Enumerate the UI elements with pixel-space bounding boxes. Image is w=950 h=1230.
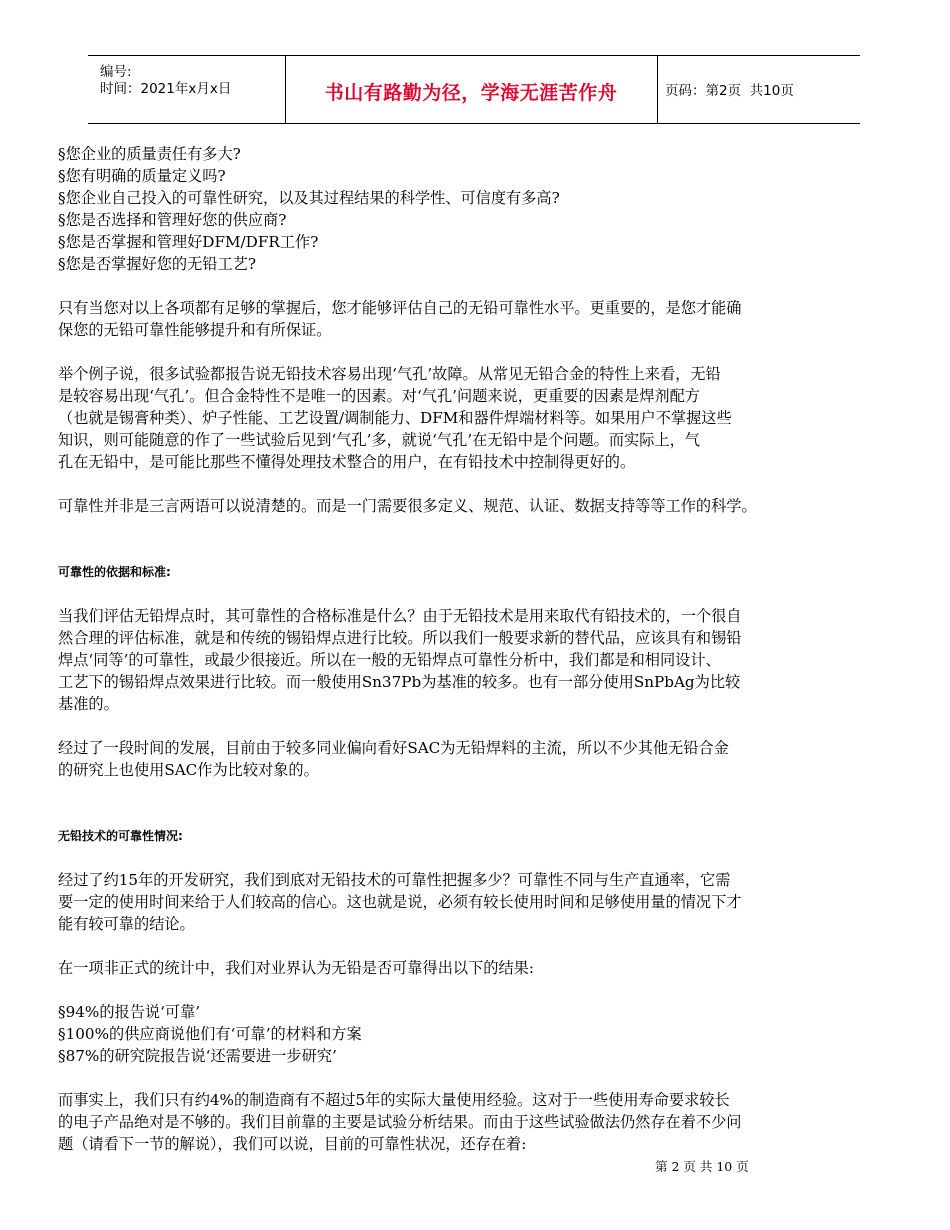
page-header: [88, 55, 860, 124]
survey-item: §100%的供应商说他们有‘可靠’的材料和方案: [58, 1025, 362, 1043]
paragraph-line: 的电子产品绝对是不够的。我们目前靠的主要是试验分析结果。而由于这些试验做法仍然存在着不少问: [58, 1113, 742, 1131]
paragraph-status: [58, 869, 908, 935]
paragraph-line: 而事实上，我们只有约4%的制造商有不超过5年的实际大量使用经验。这对于一些使用寿命要求较长: [58, 1091, 730, 1109]
paragraph-line: 工艺下的锡铅焊点效果进行比较。而一般使用Sn37Pb为基准的较多。也有一部分使用SnPbAg为比较: [58, 673, 741, 691]
paragraph-line: 孔在无铅中，是可能比那些不懂得处理技术整合的用户，在有铅技术中控制得更好的。: [58, 453, 636, 471]
question-item: §您是否掌握和管理好DFM/DFR工作?: [58, 233, 319, 251]
paragraph-line: 是较容易出现‘气孔’。但合金特性不是唯一的因素。对‘气孔’问题来说，更重要的因素是焊剂配方: [58, 387, 700, 405]
question-item: §您企业自己投入的可靠性研究，以及其过程结果的科学性、可信度有多高?: [58, 189, 560, 207]
questions-list: [58, 143, 908, 275]
survey-results-list: [58, 1001, 908, 1067]
document-number-label: 编号:: [100, 64, 132, 80]
paragraph-line: 保您的无铅可靠性能够提升和有所保证。: [58, 321, 332, 339]
header-page-code: 页码：第2页 共10页: [665, 83, 794, 99]
survey-item: §94%的报告说‘可靠’: [58, 1003, 201, 1021]
paragraph-example: [58, 363, 908, 473]
paragraph-line: 能有较可靠的结论。: [58, 915, 195, 933]
question-item: §您是否掌握好您的无铅工艺?: [58, 255, 256, 273]
header-info-cell: [88, 56, 286, 123]
header-page-cell: [657, 56, 860, 123]
paragraph-line: 知识，则可能随意的作了一些试验后见到‘气孔’多，就说‘气孔’在无铅中是个问题。而实际上，气: [58, 431, 700, 449]
paragraph-basis: [58, 605, 908, 715]
paragraph-line: 然合理的评估标准，就是和传统的锡铅焊点进行比较。所以我们一般要求新的替代品，应该具有和锡铅: [58, 629, 742, 647]
document-time-label: 时间：2021年x月x日: [100, 81, 232, 97]
paragraph-line: 题（请看下一节的解说），我们可以说，目前的可靠性状况，还存在着:: [58, 1135, 527, 1153]
paragraph-line: 基准的。: [58, 695, 119, 713]
question-item: §您是否选择和管理好您的供应商?: [58, 211, 287, 229]
question-item: §您企业的质量责任有多大?: [58, 145, 241, 163]
paragraph-line: 当我们评估无铅焊点时，其可靠性的合格标准是什么？由于无铅技术是用来取代有铅技术的，一个很自: [58, 607, 742, 625]
document-body: [58, 143, 908, 1155]
survey-item: §87%的研究院报告说‘还需要进一步研究’: [58, 1047, 337, 1065]
paragraph-line: 举个例子说，很多试验都报告说无铅技术容易出现‘气孔’故障。从常见无铅合金的特性上来看，无铅: [58, 365, 721, 383]
paragraph-fact: [58, 1089, 908, 1155]
section-heading-status: 无铅技术的可靠性情况:: [58, 829, 183, 843]
paragraph-sac: [58, 737, 908, 781]
paragraph-line: 可靠性并非是三言两语可以说清楚的。而是一门需要很多定义、规范、认证、数据支持等等工作的科学。: [58, 497, 757, 515]
paragraph-line: 只有当您对以上各项都有足够的掌握后，您才能够评估自己的无铅可靠性水平。更重要的，是您才能确: [58, 299, 742, 317]
header-motto: 书山有路勤为径，学海无涯苦作舟: [324, 82, 618, 104]
header-motto-cell: [285, 56, 658, 123]
paragraph-line: 的研究上也使用SAC作为比较对象的。: [58, 761, 319, 779]
paragraph-science: [58, 495, 908, 517]
page-footer: 第 2 页 共 10 页: [655, 1159, 749, 1174]
paragraph-line: （也就是锡膏种类）、炉子性能、工艺设置/调制能力、DFM和器件焊端材料等。如果用户不掌握这些: [58, 409, 732, 427]
question-item: §您有明确的质量定义吗?: [58, 167, 226, 185]
paragraph-assess: [58, 297, 908, 341]
paragraph-line: 焊点‘同等’的可靠性，或最少很接近。所以在一般的无铅焊点可靠性分析中，我们都是和相同设计、: [58, 651, 721, 669]
paragraph-line: 经过了约15年的开发研究，我们到底对无铅技术的可靠性把握多少？可靠性不同与生产直通率，它需: [58, 871, 731, 889]
paragraph-line: 在一项非正式的统计中，我们对业界认为无铅是否可靠得出以下的结果:: [58, 959, 534, 977]
section-heading-basis: 可靠性的依据和标准:: [58, 565, 171, 579]
paragraph-survey: [58, 957, 908, 979]
paragraph-line: 经过了一段时间的发展，目前由于较多同业偏向看好SAC为无铅焊料的主流，所以不少其他无铅合金: [58, 739, 729, 757]
paragraph-line: 要一定的使用时间来给于人们较高的信心。这也就是说，必须有较长使用时间和足够使用量的情况下才: [58, 893, 742, 911]
